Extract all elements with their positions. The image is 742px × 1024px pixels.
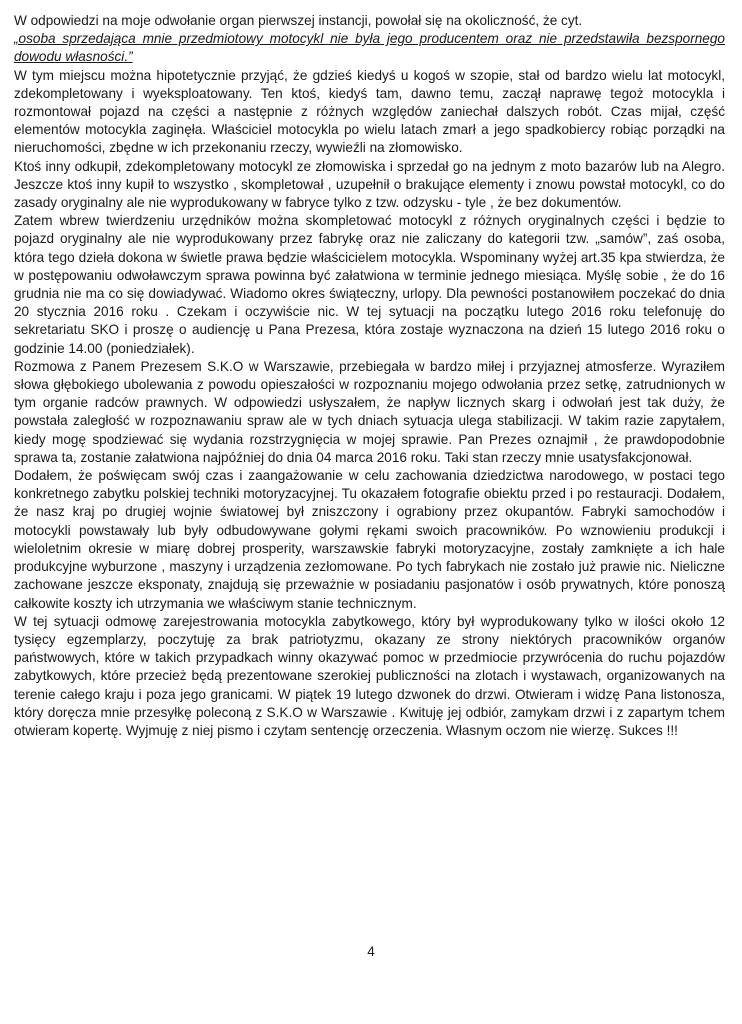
paragraph-5: Dodałem, że poświęcam swój czas i zaangażowanie w celu zachowania dziedzictwa narodowego, w postaci tego konkretnego zabytku polskiej techniki motoryzacyjnej. Tu okazałem fotografie obiektu przed i po restauracji. Dodałem, że nasz kraj po drugiej wojnie światowej był zniszczony i ograbiony przez okupantów. Fabryki samochodów i motocykli powstawały lub były odbudowywane gołymi rękami swoich pracowników. Po wznowieniu produkcji i wieloletnim okresie w miarę dobrej prosperity, warszawskie fabryki motoryzacyjne, zostały zamknięte a ich hale produkcyjne wyburzone , maszyny i urządzenia zezłomowane. Po tych fabrykach nie zostało już prawie nic. Nieliczne zachowane jeszcze eksponaty, znajdują się przeważnie w posiadaniu pasjonatów i osób prywatnych, które ponoszą całkowite koszty ich utrzymania we właściwym stanie technicznym. <box>14 468 725 611</box>
paragraph-4: Rozmowa z Panem Prezesem S.K.O w Warszawie, przebiegała w bardzo miłej i przyjaznej atmosferze. Wyraziłem słowa głębokiego ubolewania z powodu opieszałości w rozpoznaniu mojego odwołania przez setkę, zatrudnionych w tym organie radców prawnych. W odpowiedzi usłyszałem, że napływ licznych skarg i odwołań jest tak duży, że powstała zaległość w rozpoznawaniu spraw ale w tych dniach sytuacja ulega stabilizacji. W takim razie zapytałem, kiedy mogę spodziewać się wydania rozstrzygnięcia w mojej sprawie. Pan Prezes oznajmił , że prawdopodobnie sprawa ta, zostanie załatwiona najpóźniej do dnia 04 marca 2016 roku. Taki stan rzeczy mnie usatysfakcjonował. <box>14 358 725 465</box>
paragraph-1: W tym miejscu można hipotetycznie przyjąć, że gdzieś kiedyś u kogoś w szopie, stał od bardzo wielu lat motocykl, zdekompletowany i wyeksploatowany. Ten ktoś, kiedyś tam, dawno temu, zaczął naprawę tegoż motocykla i rozmontował pojazd na części a następnie z różnych względów zaniechał dalszych robót. Czas mijał, część elementów motocykla zaginęła. Właściciel motocykla po wielu latach zmarł a jego spadkobiercy robiąc porządki na nieruchomości, zbędne w ich przekonaniu rzeczy, wywieźli na złomowisko. <box>14 67 725 156</box>
page-number: 4 <box>367 944 375 959</box>
intro-line: W odpowiedzi na moje odwołanie organ pierwszej instancji, powołał się na okoliczność, że cyt. <box>14 13 583 28</box>
paragraph-3: Zatem wbrew twierdzeniu urzędników można skompletować motocykl z różnych oryginalnych części i będzie to pojazd oryginalny ale nie wyprodukowany przez fabrykę oraz nie zaliczany do kategorii tzw. „samów”, zaś osoba, która tego dzieła dokona w świetle prawa będzie właścicielem motocykla. Wspominany wyżej art.35 kpa stwierdza, że w postępowaniu odwoławczym sprawa powinna być załatwiona w terminie jednego miesiąca. Myślę sobie , że do 16 grudnia nie ma co się dowiadywać. Wiadomo okres świąteczny, urlopy. Dla pewności postanowiłem poczekać do dnia 20 stycznia 2016 roku . Czekam i oczywiście nic. W tej sytuacji na początku lutego 2016 roku telefonuję do sekretariatu SKO i proszę o audiencję u Pana Prezesa, która zostaje wyznaczona na dzień 15 lutego 2016 roku o godzinie 14.00 (poniedziałek). <box>14 213 725 356</box>
paragraph-6: W tej sytuacji odmowę zarejestrowania motocykla zabytkowego, który był wyprodukowany tylko w ilości około 12 tysięcy egzemplarzy, poczytuję za brak patriotyzmu, okazany ze strony niektórych pracowników organów państwowych, które w takich przypadkach winny okazywać pomoc w przedmiocie przywrócenia do ruchu pojazdów zabytkowych, które przecież będą prezentowane szerokiej publiczności na zlotach i wystawach, organizowanych na terenie całego kraju i poza jego granicami. W piątek 19 lutego dzwonek do drzwi. Otwieram i widzę Pana listonosza, który doręcza mnie przesyłkę poleconą z S.K.O w Warszawie . Kwituję jej odbiór, zamykam drzwi i z zapartym tchem otwieram kopertę. Wyjmuję z niej pismo i czytam sentencję orzeczenia. Własnym oczom nie wierzę. Sukces !!! <box>14 613 725 738</box>
document-body <box>14 12 725 740</box>
quoted-statement: „osoba sprzedająca mnie przedmiotowy motocykl nie była jego producentem oraz nie przedstawiła bezspornego dowodu własności.” <box>14 31 725 65</box>
paragraph-2: Ktoś inny odkupił, zdekompletowany motocykl ze złomowiska i sprzedał go na jednym z moto bazarów lub na Alegro. Jeszcze ktoś inny kupił to wszystko , skompletował , uzupełnił o brakujące elementy i znowu powstał motocykl, co do zasady oryginalny ale nie wyprodukowany w fabryce tylko z tzw. odzysku - tyle , że bez dokumentów. <box>14 158 725 211</box>
